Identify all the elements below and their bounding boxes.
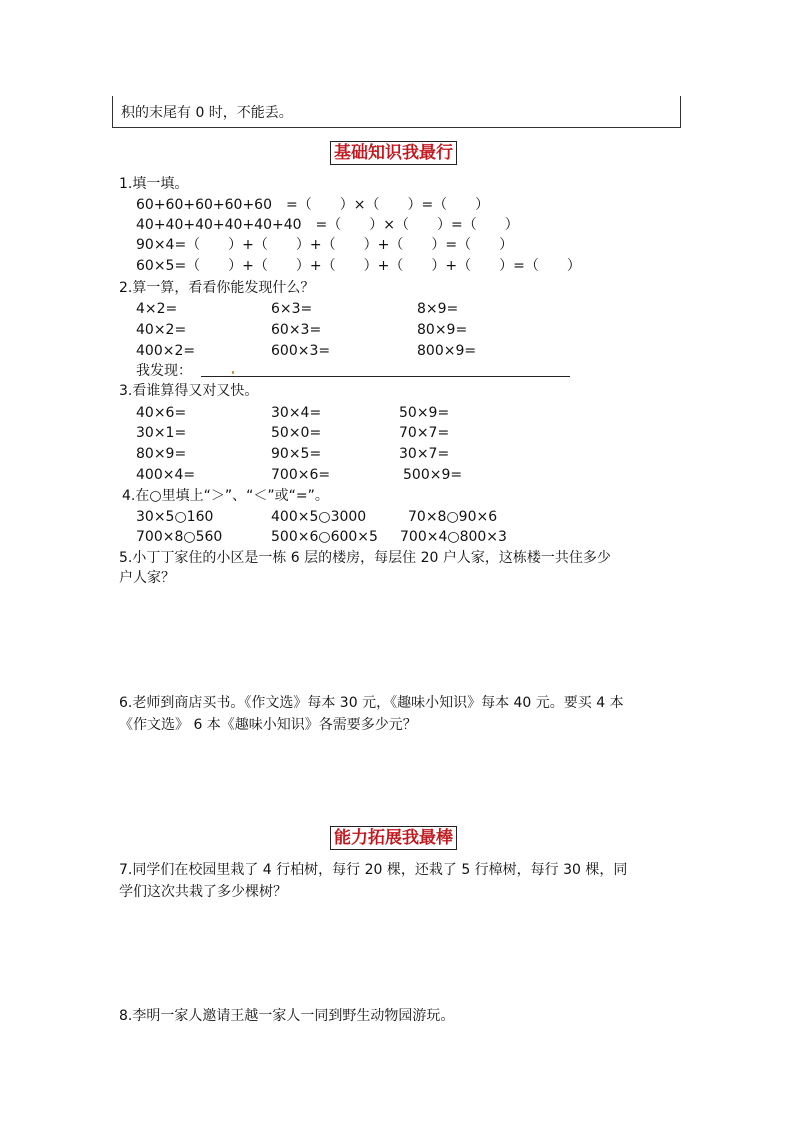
q5-text-line2: 户人家？ (119, 570, 175, 586)
q3-item: 30×7= (399, 446, 450, 462)
q3-item: 70×7= (399, 425, 450, 441)
q2-item: 40×2= (136, 322, 187, 338)
section-heading-ability: 能力拓展我最棒 (330, 826, 457, 850)
q6-text-line2: 《作文选》 6 本《趣味小知识》各需要多少元？ (119, 717, 417, 733)
q1-line-3: 90×4=（ ）+（ ）+（ ）+（ ）=（ ） (136, 237, 514, 253)
q3-item: 400×4= (136, 467, 196, 483)
q3-item: 30×1= (136, 425, 187, 441)
q7-text-line1: 7.同学们在校园里栽了 4 行柏树，每行 20 棵，还栽了 5 行樟树，每行 30 棵，同 (119, 862, 628, 878)
q8-text-line1: 8.李明一家人邀请王越一家人一同到野生动物园游玩。 (119, 1008, 455, 1024)
q1-line-1: 60+60+60+60+60 =（ ）×（ ）=（ ） (136, 197, 490, 213)
q3-item: 40×6= (136, 405, 187, 421)
q3-item: 700×6= (271, 467, 331, 483)
speck (232, 371, 234, 373)
q4-item: 30×5○160 (136, 509, 214, 525)
q2-item: 400×2= (136, 343, 196, 359)
q4-item: 400×5○3000 (271, 509, 367, 525)
section-heading-basic: 基础知识我最行 (330, 141, 457, 165)
q1-line-4: 60×5=（ ）+（ ）+（ ）+（ ）+（ ）=（ ） (136, 258, 581, 274)
q2-discover-label: 我发现： (136, 363, 192, 379)
q2-item: 80×9= (417, 322, 468, 338)
q2-item: 800×9= (417, 343, 477, 359)
q2-item: 4×2= (136, 301, 178, 317)
q1-line-2: 40+40+40+40+40+40 =（ ）×（ ）=（ ） (136, 217, 519, 233)
q6-text-line1: 6.老师到商店买书。《作文选》每本 30 元，《趣味小知识》每本 40 元。要买 4 本 (119, 695, 624, 711)
q5-text-line1: 5.小丁丁家住的小区是一栋 6 层的楼房，每层住 20 户人家，这栋楼一共住多少 (119, 550, 611, 566)
q3-item: 90×5= (271, 446, 322, 462)
note-box (112, 96, 681, 128)
q4-item: 500×6○600×5 (271, 529, 378, 545)
q2-item: 600×3= (271, 343, 331, 359)
answer-line (201, 376, 570, 377)
q1-title: 1.填一填。 (119, 176, 189, 192)
q3-item: 30×4= (271, 405, 322, 421)
q2-item: 60×3= (271, 322, 322, 338)
q4-title: 4.在○里填上“＞”、“＜”或“=”。 (122, 488, 329, 504)
note-text: 积的末尾有 0 时，不能丢。 (121, 105, 293, 121)
q3-item: 80×9= (136, 446, 187, 462)
q2-item: 8×9= (417, 301, 459, 317)
q4-item: 700×4○800×3 (400, 529, 507, 545)
q7-text-line2: 学们这次共栽了多少棵树？ (119, 884, 287, 900)
q4-item: 70×8○90×6 (408, 509, 498, 525)
q3-item: 500×9= (403, 467, 463, 483)
q2-title: 2.算一算，看看你能发现什么？ (119, 280, 315, 296)
q3-title: 3.看谁算得又对又快。 (119, 383, 259, 399)
q4-item: 700×8○560 (136, 529, 223, 545)
q3-item: 50×0= (271, 425, 322, 441)
q2-item: 6×3= (271, 301, 313, 317)
q3-item: 50×9= (399, 405, 450, 421)
